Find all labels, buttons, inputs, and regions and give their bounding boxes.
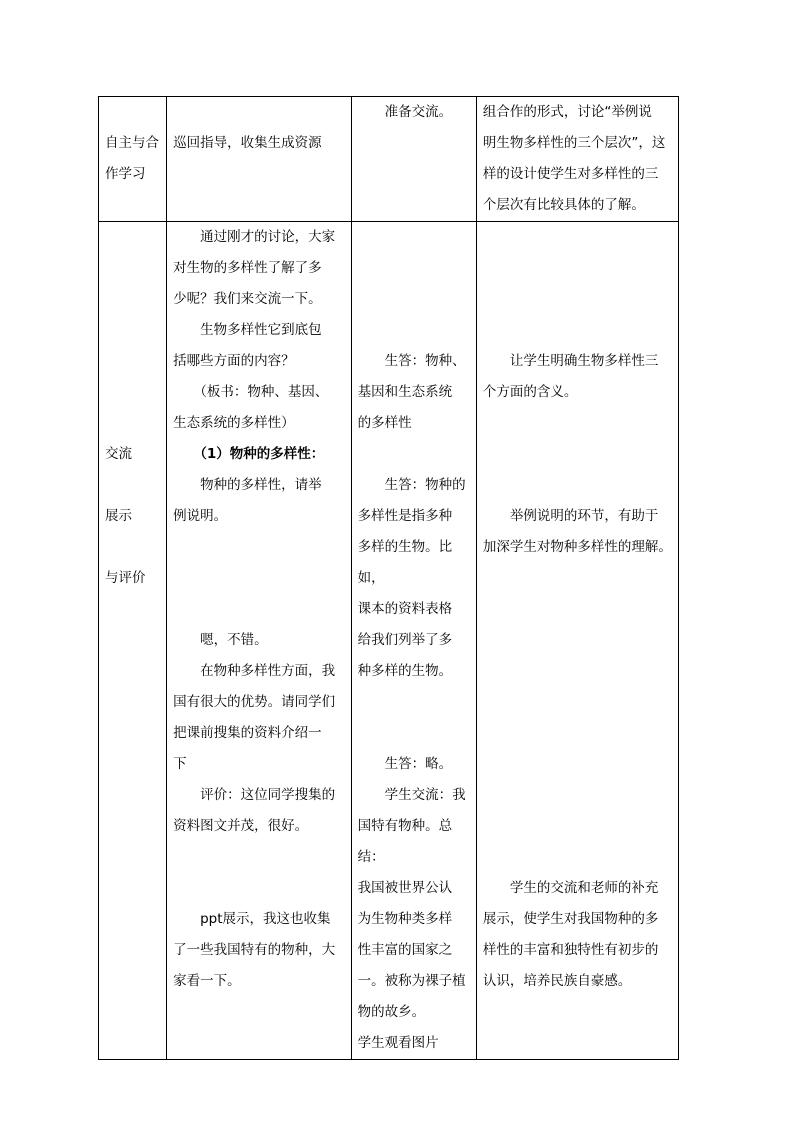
student-text: 生答：物种、: [384, 353, 466, 369]
design-intent-cell: [476, 97, 678, 222]
teacher-text: 下: [173, 756, 187, 772]
student-text: 给我们列举了多: [357, 632, 453, 648]
teacher-text: 例说明。: [173, 508, 228, 524]
teacher-text: 了一些我国特有的物种，大: [173, 942, 336, 958]
student-text: 准备交流。: [384, 104, 453, 120]
teacher-text: 国有很大的优势。请同学们: [173, 694, 336, 710]
intent-text: 举例说明的环节，有助于: [509, 508, 659, 524]
teacher-text: 在物种多样性方面，我: [200, 663, 336, 679]
teacher-text: （板书：物种、基因、: [193, 384, 329, 400]
student-text: 为生物种类多样: [357, 911, 453, 927]
student-text: 性丰富的国家之: [357, 942, 453, 958]
student-text: 物的故乡。: [357, 1004, 426, 1020]
intent-text: 认识，培养民族自豪感。: [482, 973, 632, 989]
student-text: 我国被世界公认: [357, 880, 453, 896]
student-text: 一。被称为裸子植: [357, 973, 466, 989]
stage-label: 交流: [105, 446, 132, 462]
teacher-text: 嗯，不错。: [200, 632, 268, 648]
intent-text: 学生的交流和老师的补充: [509, 880, 659, 896]
stage-label: 与评价: [105, 570, 146, 586]
student-text: 生答：略。: [384, 756, 453, 772]
teacher-activity-cell: [167, 222, 352, 1060]
intent-text: 组合作的形式，讨论“举例说: [482, 104, 652, 120]
teacher-text: 少呢？我们来交流一下。: [173, 291, 322, 307]
student-text: 学生交流：我: [384, 787, 466, 803]
student-activity-cell: [351, 97, 476, 222]
student-text: 课本的资料表格: [357, 601, 453, 617]
student-text: 种多样的生物。: [357, 663, 453, 679]
teacher-text: 生态系统的多样性）: [173, 415, 295, 431]
intent-text: 加深学生对物种多样性的理解。: [482, 539, 672, 555]
teacher-text: 物种的多样性，请举: [200, 477, 322, 493]
intent-text: 明生物多样性的三个层次”，这: [482, 135, 666, 151]
student-text: 基因和生态系统: [357, 384, 453, 400]
student-text: 生答：物种的: [384, 477, 466, 493]
teacher-text: 评价：这位同学搜集的: [200, 787, 336, 803]
intent-text: 个层次有比较具体的了解。: [482, 197, 645, 213]
student-activity-cell: [351, 222, 476, 1060]
teacher-text: 括哪些方面的内容？: [173, 353, 295, 369]
table-row: [99, 97, 679, 222]
section-heading: （1）物种的多样性：: [193, 446, 325, 462]
teacher-text: 生物多样性它到底包: [200, 322, 322, 338]
teacher-text: 家看一下。: [173, 973, 241, 989]
teacher-text: 资料图文并茂，很好。: [173, 818, 309, 834]
teacher-text: 巡回指导，收集生成资源: [173, 135, 322, 151]
teacher-activity-cell: [167, 97, 352, 222]
student-text: 多样的生物。比如，: [357, 539, 453, 586]
stage-cell: [99, 97, 167, 222]
intent-text: 样的设计使学生对多样性的三: [482, 166, 659, 182]
student-text: 多样性是指多种: [357, 508, 453, 524]
intent-text: 展示，使学生对我国物种的多: [482, 911, 659, 927]
student-text: 的多样性: [357, 415, 412, 431]
intent-text: 个方面的含义。: [482, 384, 578, 400]
intent-text: 样性的丰富和独特性有初步的: [482, 942, 659, 958]
teacher-text: 通过刚才的讨论，大家: [200, 229, 336, 245]
student-text: 国特有物种。总结：: [357, 818, 453, 865]
teacher-text: 对生物的多样性了解了多: [173, 260, 322, 276]
stage-label: 展示: [105, 508, 132, 524]
stage-cell: [99, 222, 167, 1060]
student-text: 学生观看图片: [357, 1035, 439, 1051]
intent-text: 让学生明确生物多样性三: [509, 353, 659, 369]
design-intent-cell: [476, 222, 678, 1060]
lesson-plan-table: [98, 96, 679, 1060]
teacher-text: ppt展示，我这也收集: [200, 911, 331, 927]
table-row: [99, 222, 679, 1060]
teacher-text: 把课前搜集的资料介绍一: [173, 725, 322, 741]
stage-label: 作学习: [105, 166, 146, 182]
stage-label: 自主与合: [105, 135, 159, 151]
